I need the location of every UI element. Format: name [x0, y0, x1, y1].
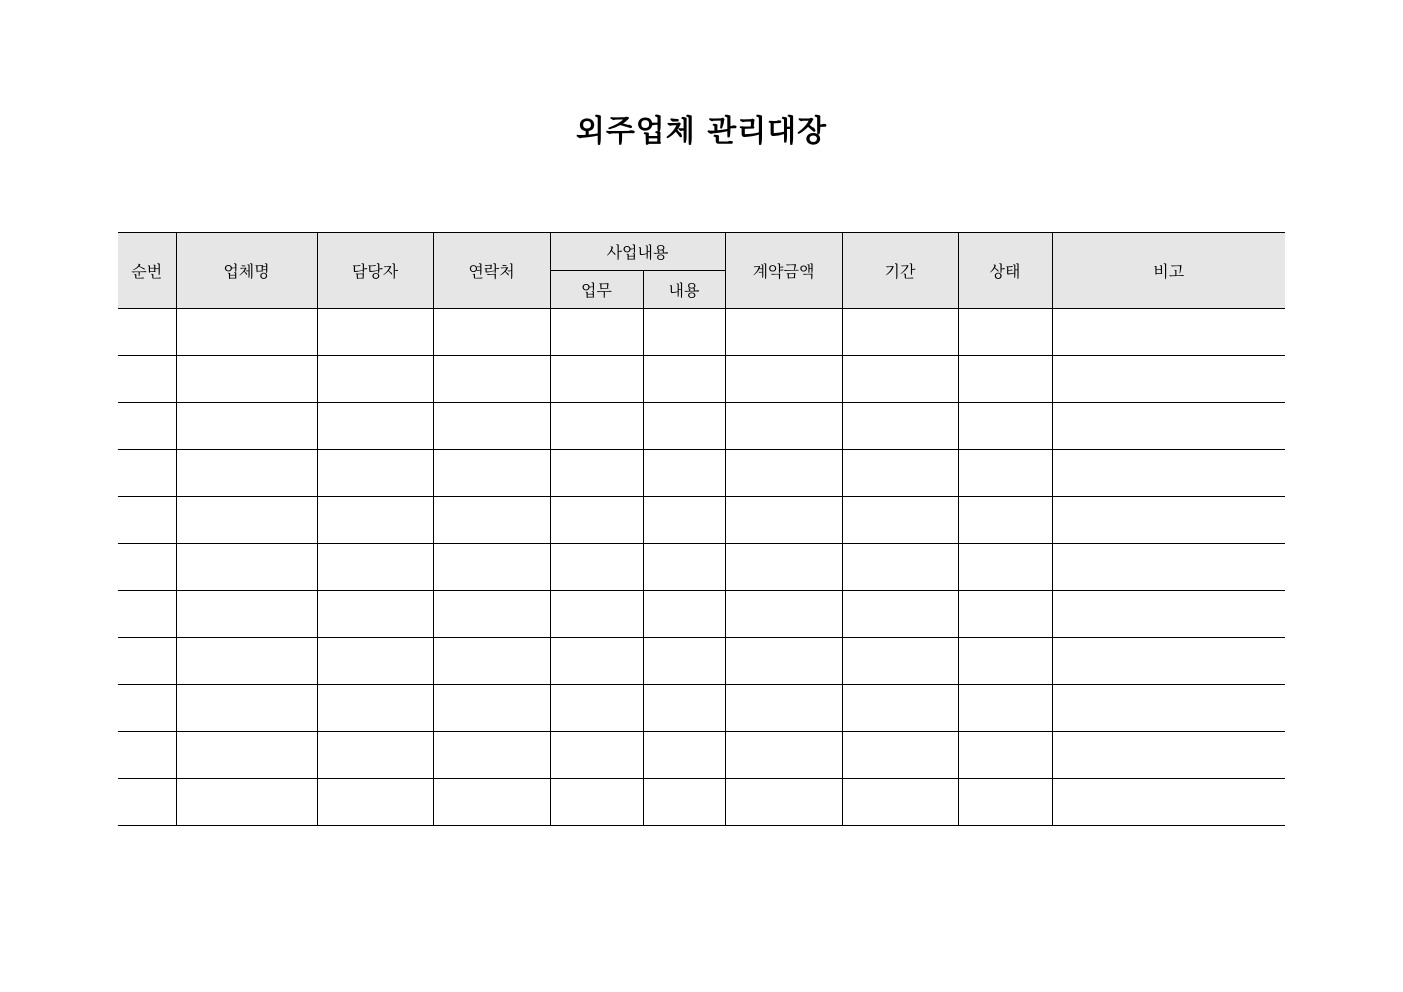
cell-status[interactable] [958, 685, 1052, 732]
cell-contact[interactable] [433, 591, 550, 638]
cell-seq[interactable] [118, 638, 176, 685]
table-row [118, 591, 1285, 638]
cell-period[interactable] [842, 732, 958, 779]
cell-business-task[interactable] [550, 638, 643, 685]
cell-remarks[interactable] [1052, 497, 1285, 544]
cell-company[interactable] [176, 591, 317, 638]
cell-company[interactable] [176, 544, 317, 591]
cell-amount[interactable] [725, 544, 842, 591]
vendor-ledger-table [118, 232, 1285, 826]
cell-business-detail[interactable] [643, 638, 725, 685]
cell-business-detail[interactable] [643, 450, 725, 497]
cell-contact[interactable] [433, 309, 550, 356]
cell-status[interactable] [958, 544, 1052, 591]
cell-seq[interactable] [118, 497, 176, 544]
cell-manager[interactable] [317, 497, 433, 544]
cell-manager[interactable] [317, 450, 433, 497]
cell-remarks[interactable] [1052, 685, 1285, 732]
cell-manager[interactable] [317, 779, 433, 826]
cell-manager[interactable] [317, 685, 433, 732]
header-amount: 계약금액 [725, 233, 842, 309]
cell-business-task[interactable] [550, 403, 643, 450]
cell-status[interactable] [958, 450, 1052, 497]
cell-amount[interactable] [725, 685, 842, 732]
cell-seq[interactable] [118, 591, 176, 638]
cell-amount[interactable] [725, 403, 842, 450]
cell-status[interactable] [958, 732, 1052, 779]
header-status: 상태 [958, 233, 1052, 309]
table-header [118, 233, 1285, 309]
cell-period[interactable] [842, 638, 958, 685]
table-row [118, 685, 1285, 732]
cell-amount[interactable] [725, 497, 842, 544]
cell-company[interactable] [176, 779, 317, 826]
cell-amount[interactable] [725, 309, 842, 356]
cell-remarks[interactable] [1052, 544, 1285, 591]
table-row [118, 779, 1285, 826]
cell-contact[interactable] [433, 638, 550, 685]
header-manager: 담당자 [317, 233, 433, 309]
cell-contact[interactable] [433, 685, 550, 732]
cell-seq[interactable] [118, 403, 176, 450]
cell-period[interactable] [842, 309, 958, 356]
cell-period[interactable] [842, 356, 958, 403]
cell-business-detail[interactable] [643, 403, 725, 450]
cell-seq[interactable] [118, 544, 176, 591]
cell-business-detail[interactable] [643, 356, 725, 403]
cell-contact[interactable] [433, 356, 550, 403]
cell-seq[interactable] [118, 356, 176, 403]
cell-status[interactable] [958, 779, 1052, 826]
cell-status[interactable] [958, 497, 1052, 544]
cell-contact[interactable] [433, 732, 550, 779]
table-row [118, 638, 1285, 685]
table-row [118, 403, 1285, 450]
cell-business-task[interactable] [550, 356, 643, 403]
cell-business-task[interactable] [550, 544, 643, 591]
cell-business-detail[interactable] [643, 732, 725, 779]
header-company: 업체명 [176, 233, 317, 309]
cell-business-task[interactable] [550, 309, 643, 356]
table-row [118, 732, 1285, 779]
header-business: 사업내용 [550, 233, 725, 271]
cell-contact[interactable] [433, 779, 550, 826]
cell-business-detail[interactable] [643, 497, 725, 544]
cell-company[interactable] [176, 685, 317, 732]
table-row [118, 450, 1285, 497]
cell-amount[interactable] [725, 356, 842, 403]
table-row [118, 356, 1285, 403]
document-title: 외주업체 관리대장 [575, 114, 828, 149]
cell-period[interactable] [842, 450, 958, 497]
cell-business-detail[interactable] [643, 309, 725, 356]
cell-status[interactable] [958, 591, 1052, 638]
cell-manager[interactable] [317, 732, 433, 779]
header-period: 기간 [842, 233, 958, 309]
cell-business-task[interactable] [550, 732, 643, 779]
cell-contact[interactable] [433, 497, 550, 544]
cell-period[interactable] [842, 403, 958, 450]
cell-business-task[interactable] [550, 779, 643, 826]
cell-period[interactable] [842, 497, 958, 544]
cell-amount[interactable] [725, 638, 842, 685]
cell-status[interactable] [958, 309, 1052, 356]
header-contact: 연락처 [433, 233, 550, 309]
table-row [118, 309, 1285, 356]
cell-seq[interactable] [118, 450, 176, 497]
cell-company[interactable] [176, 356, 317, 403]
cell-remarks[interactable] [1052, 403, 1285, 450]
cell-period[interactable] [842, 591, 958, 638]
cell-contact[interactable] [433, 403, 550, 450]
cell-remarks[interactable] [1052, 732, 1285, 779]
cell-remarks[interactable] [1052, 356, 1285, 403]
cell-remarks[interactable] [1052, 638, 1285, 685]
cell-amount[interactable] [725, 450, 842, 497]
cell-amount[interactable] [725, 591, 842, 638]
cell-business-task[interactable] [550, 497, 643, 544]
cell-remarks[interactable] [1052, 450, 1285, 497]
cell-company[interactable] [176, 638, 317, 685]
cell-manager[interactable] [317, 403, 433, 450]
cell-business-detail[interactable] [643, 591, 725, 638]
cell-business-detail[interactable] [643, 685, 725, 732]
cell-amount[interactable] [725, 732, 842, 779]
cell-seq[interactable] [118, 685, 176, 732]
cell-manager[interactable] [317, 638, 433, 685]
cell-seq[interactable] [118, 779, 176, 826]
table-row [118, 497, 1285, 544]
header-seq: 순번 [118, 233, 176, 309]
cell-status[interactable] [958, 356, 1052, 403]
cell-business-detail[interactable] [643, 779, 725, 826]
header-business-detail: 내용 [643, 271, 725, 309]
header-business-task: 업무 [550, 271, 643, 309]
cell-period[interactable] [842, 685, 958, 732]
cell-remarks[interactable] [1052, 309, 1285, 356]
cell-company[interactable] [176, 497, 317, 544]
cell-manager[interactable] [317, 309, 433, 356]
cell-contact[interactable] [433, 544, 550, 591]
cell-business-task[interactable] [550, 591, 643, 638]
cell-period[interactable] [842, 779, 958, 826]
cell-company[interactable] [176, 732, 317, 779]
cell-period[interactable] [842, 544, 958, 591]
cell-company[interactable] [176, 450, 317, 497]
cell-amount[interactable] [725, 779, 842, 826]
cell-company[interactable] [176, 309, 317, 356]
cell-contact[interactable] [433, 450, 550, 497]
cell-seq[interactable] [118, 309, 176, 356]
cell-remarks[interactable] [1052, 591, 1285, 638]
cell-manager[interactable] [317, 591, 433, 638]
cell-manager[interactable] [317, 356, 433, 403]
cell-business-task[interactable] [550, 450, 643, 497]
header-remarks: 비고 [1052, 233, 1285, 309]
cell-manager[interactable] [317, 544, 433, 591]
cell-status[interactable] [958, 638, 1052, 685]
cell-company[interactable] [176, 403, 317, 450]
cell-seq[interactable] [118, 732, 176, 779]
cell-remarks[interactable] [1052, 779, 1285, 826]
cell-business-detail[interactable] [643, 544, 725, 591]
table-row [118, 544, 1285, 591]
cell-status[interactable] [958, 403, 1052, 450]
cell-business-task[interactable] [550, 685, 643, 732]
table-body [118, 309, 1285, 826]
